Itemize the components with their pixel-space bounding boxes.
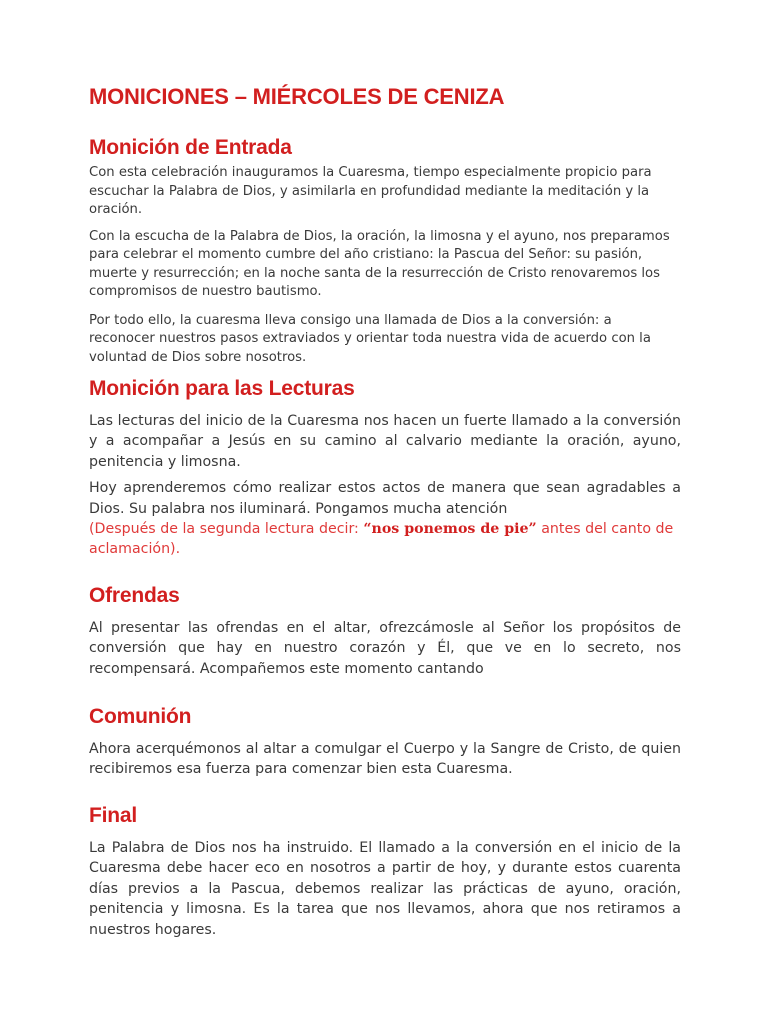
section-final — [89, 802, 681, 940]
heading-comunion: Comunión — [89, 705, 192, 729]
ofrendas-paragraph-1: Al presentar las ofrendas en el altar, ofrezcámosle al Señor los propósitos de conversión que hay en nuestro corazón y Él, que ve en lo secreto, nos recompensará. Acompañemos este momento cantando — [89, 619, 681, 677]
document-page — [89, 80, 681, 946]
lecturas-paragraph-1: Las lecturas del inicio de la Cuaresma nos hacen un fuerte llamado a la conversión y a acompañar a Jesús en su camino al calvario mediante la oración, ayuno, penitencia y limosna. — [89, 413, 681, 470]
lecturas-paragraph-2: Hoy aprenderemos cómo realizar estos actos de manera que sean agradables a Dios. Su palabra nos iluminará. Pongamos mucha atención — [89, 480, 681, 517]
lecturas-instruction-note — [89, 519, 681, 560]
note-emphasis: “nos ponemos de pie” — [363, 521, 537, 538]
heading-final: Final — [89, 803, 138, 827]
heading-monicion-entrada: Monición de Entrada — [89, 136, 292, 159]
note-text-before: (Después de la segunda lectura decir: — [89, 521, 364, 538]
entrada-paragraph-1: Con esta celebración inauguramos la Cuaresma, tiempo especialmente propicio para escuchar la Palabra de Dios, y asimilarla en profundidad mediante la meditación y la oración. — [89, 165, 652, 217]
heading-monicion-lecturas: Monición para las Lecturas — [89, 377, 355, 400]
section-comunion — [89, 703, 681, 780]
comunion-paragraph-1: Ahora acerquémonos al altar a comulgar el Cuerpo y la Sangre de Cristo, de quien recibiremos esa fuerza para comenzar bien esta Cuaresma. — [89, 741, 681, 778]
entrada-paragraph-3: Por todo ello, la cuaresma lleva consigo una llamada de Dios a la conversión: a reconocer nuestros pasos extraviados y orientar toda nuestra vida de acuerdo con la voluntad de Dios sobre nosotros. — [89, 312, 651, 365]
note-text-after: antes del canto de aclamación). — [89, 521, 674, 558]
section-ofrendas — [89, 582, 681, 679]
entrada-paragraph-2: Con la escucha de la Palabra de Dios, la oración, la limosna y el ayuno, nos preparamos para celebrar el momento cumbre del año cristiano: la Pascua del Señor: su pasión, muerte y resurrección; en la noche santa de la resurrección de Cristo renovaremos los compromisos de nuestro bautismo. — [89, 228, 670, 299]
final-paragraph-1: La Palabra de Dios nos ha instruido. El llamado a la conversión en el inicio de la Cuaresma debe hacer eco en nosotros a partir de hoy, y durante estos cuarenta días previos a la Pascua, debemos realizar las prácticas de ayuno, oración, penitencia y limosna. Es la tarea que nos llevamos, ahora que nos retiramos a nuestros hogares. — [89, 839, 681, 938]
section-monicion-entrada — [89, 134, 681, 367]
heading-ofrendas: Ofrendas — [89, 583, 180, 607]
document-title: MONICIONES – MIÉRCOLES DE CENIZA — [89, 84, 505, 109]
section-monicion-lecturas — [89, 375, 681, 560]
